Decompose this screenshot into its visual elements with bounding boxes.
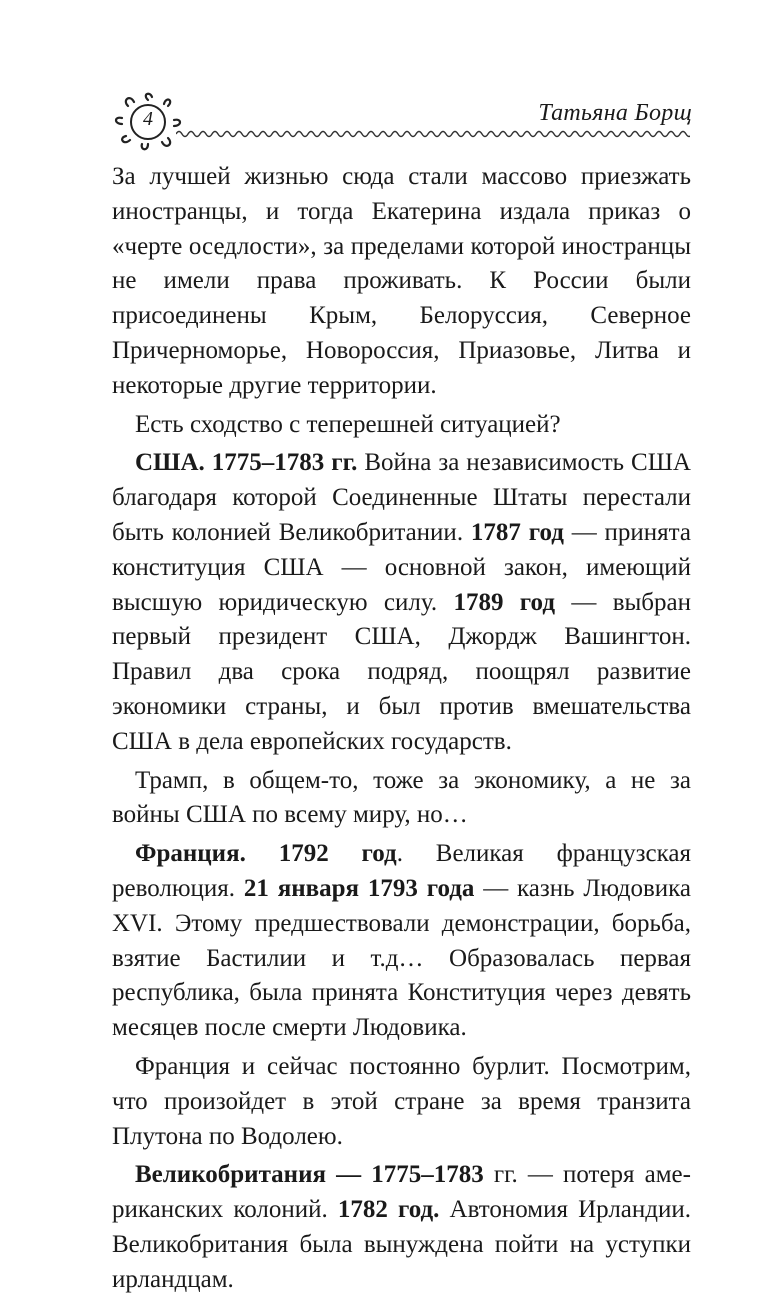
wave-divider: [176, 128, 690, 140]
bold-heading-text: 1789 год: [453, 588, 555, 616]
paragraph-text: Франция и сейчас постоянно бурлит. Посмотрим, что произойдет в этой стране за время транзита Плутона по Водолею.: [112, 1052, 691, 1150]
bold-heading-text: Великобритания — 1775–1783: [135, 1161, 484, 1189]
paragraph: [112, 446, 691, 759]
bold-heading-text: США. 1775–1783 гг.: [135, 449, 358, 477]
paragraph: [112, 1050, 691, 1154]
paragraph-text: Война за независимость США благодаря которой Соединенные Штаты перестали быть колонией Великобритании.: [112, 449, 691, 546]
paragraph-text: гг. — потеря американских колоний.: [112, 1161, 691, 1224]
paragraph-text: — казнь Людовика XVI. Этому предшествовали демонстрации, борьба, взятие Бастилии и т.д… Образовалась первая республика, была принята Конституция через девять месяцев после смерти Людовика.: [112, 874, 691, 1042]
paragraph-text: . Великая французская революция.: [112, 840, 691, 902]
bold-heading-text: Франция. 1792 год: [135, 840, 397, 868]
bold-heading-text: 21 января 1793 года: [243, 874, 475, 902]
page-header: [0, 0, 768, 160]
paragraph-text: — принята конституция США — основной закон, имеющий высшую юридическую силу.: [112, 518, 691, 616]
paragraph-text: Есть сходство с теперешней ситуацией?: [135, 410, 561, 438]
bold-heading-text: 1782 год.: [337, 1196, 440, 1224]
paragraph: [112, 764, 691, 834]
running-head-author: Татьяна Борщ: [538, 100, 692, 126]
paragraph: [112, 1158, 691, 1297]
paragraph-text: Автономия Ирландии. Великобритания была вынуждена пойти на уступки ирландцам.: [112, 1196, 691, 1293]
paragraph-text: За лучшей жизнью сюда стали массово приезжать иностранцы, и тогда Екатерина издала приказ о «черте оседлости», за пределами которой иностранцы не имели права проживать. К России были присоединены Крым, Белоруссия, Северное Причерноморье, Новороссия, Приазовье, Литва и некоторые другие территории.: [112, 163, 691, 399]
paragraph: [112, 160, 691, 404]
paragraph-text: Трамп, в общем-то, тоже за экономику, а не за войны США по всему миру, но…: [112, 766, 691, 829]
paragraph: [112, 408, 691, 443]
paragraph-text: — выбран первый президент США, Джордж Вашингтон. Правил два срока подряд, поощрял развитие экономики страны, и был против вмешательства США в дела европейских государств.: [112, 588, 691, 755]
bold-heading-text: 1787 год: [470, 518, 564, 546]
body-text: [112, 160, 691, 1302]
page-number: 4: [143, 108, 153, 130]
paragraph: [112, 837, 691, 1046]
